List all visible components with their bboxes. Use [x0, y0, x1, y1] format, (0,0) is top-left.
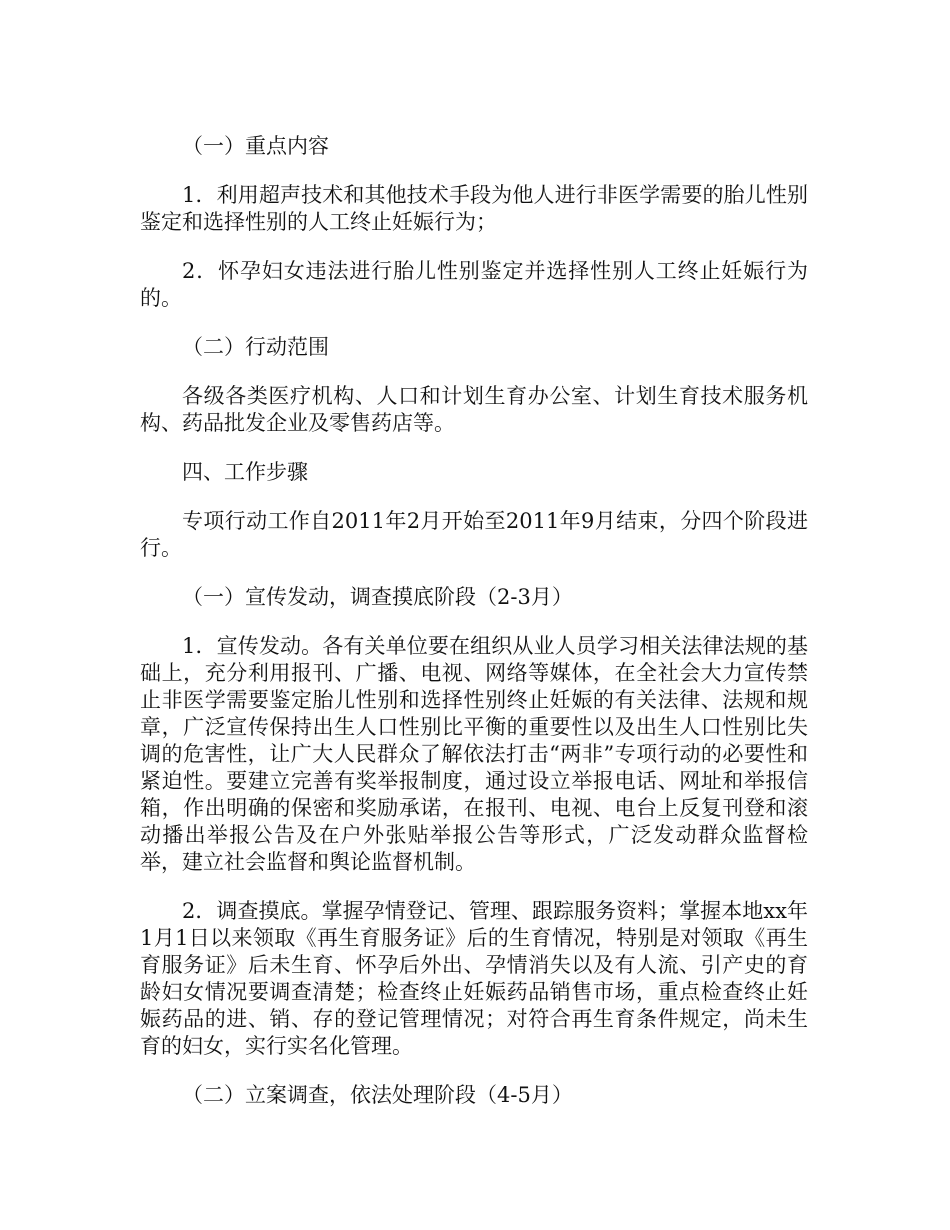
phase-heading-2: （二）立案调查，依法处理阶段（4-5月）	[182, 1083, 573, 1107]
section-heading-scope: （二）行动范围	[182, 335, 329, 359]
schedule-paragraph: 专项行动工作自2011年2月开始至2011年9月结束，分四个阶段进行。	[140, 509, 808, 560]
list-item-1: 1．利用超声技术和其他技术手段为他人进行非医学需要的胎儿性别鉴定和选择性别的人工终止妊娠行为；	[140, 183, 808, 234]
document-body	[140, 133, 808, 1131]
phase-heading-1: （一）宣传发动，调查摸底阶段（2-3月）	[182, 585, 573, 609]
survey-paragraph: 2．调查摸底。掌握孕情登记、管理、跟踪服务资料；掌握本地xx年1月1日以来领取《再生育服务证》后的生育情况，特别是对领取《再生育服务证》后未生育、怀孕后外出、孕情消失以及有人流、引产史的育龄妇女情况要调查清楚；检查终止妊娠药品销售市场，重点检查终止妊娠药品的进、销、存的登记管理情况；对符合再生育条件规定，尚未生育的妇女，实行实名化管理。	[140, 899, 808, 1058]
list-item-2: 2．怀孕妇女违法进行胎儿性别鉴定并选择性别人工终止妊娠行为的。	[140, 259, 808, 310]
section-heading-key-content: （一）重点内容	[182, 134, 329, 158]
section-heading-work-steps: 四、工作步骤	[182, 460, 308, 484]
scope-paragraph: 各级各类医疗机构、人口和计划生育办公室、计划生育技术服务机构、药品批发企业及零售药店等。	[140, 384, 808, 435]
publicity-paragraph: 1．宣传发动。各有关单位要在组织从业人员学习相关法律法规的基础上，充分利用报刊、广播、电视、网络等媒体，在全社会大力宣传禁止非医学需要鉴定胎儿性别和选择性别终止妊娠的有关法律、法规和规章，广泛宣传保持出生人口性别比平衡的重要性以及出生人口性别比失调的危害性，让广大人民群众了解依法打击“两非”专项行动的必要性和紧迫性。要建立完善有奖举报制度，通过设立举报电话、网址和举报信箱，作出明确的保密和奖励承诺，在报刊、电视、电台上反复刊登和滚动播出举报公告及在户外张贴举报公告等形式，广泛发动群众监督检举，建立社会监督和舆论监督机制。	[140, 634, 808, 874]
